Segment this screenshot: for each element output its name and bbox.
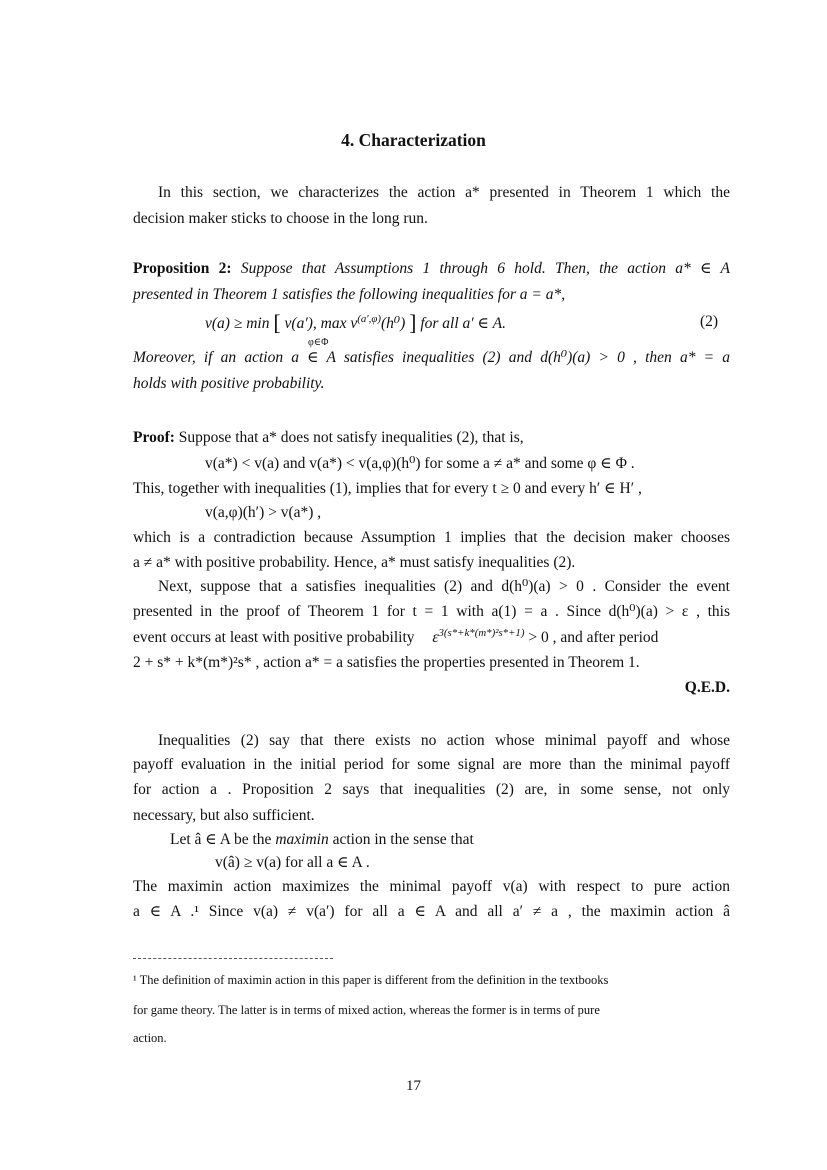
maximin-line-2: v(â) ≥ v(a) for all a ∈ A . [215, 854, 370, 871]
equation-subscript: φ∈Φ [308, 337, 329, 348]
maximin-line-4: a ∈ A .¹ Since v(a) ≠ v(a′) for all a ∈ A and all a′ ≠ a , the maximin action â [133, 903, 730, 920]
proof-line-3: This, together with inequalities (1), implies that for every t ≥ 0 and every h′ ∈ H′ , [133, 480, 642, 497]
proof-label: Proof: [133, 429, 175, 446]
proposition-text-1: Suppose that Assumptions 1 through 6 hold. Then, the action a* ∈ A [240, 260, 730, 277]
equation-2 [205, 310, 506, 335]
epsilon-symbol: ε [432, 629, 439, 646]
proof-line-10: 2 + s* + k*(m*)²s* , action a* = a satisfies the properties presented in Theorem 1. [133, 654, 640, 671]
maximin-text-c: action in the sense that [328, 831, 474, 848]
qed-mark: Q.E.D. [684, 679, 730, 696]
proof-text-1: Suppose that a* does not satisfy inequalities (2), that is, [178, 429, 524, 446]
maximin-term: maximin [275, 831, 329, 848]
left-bracket: [ [273, 310, 281, 335]
equation-mid: v(a′), max v [284, 315, 358, 332]
proof-line-1 [133, 428, 730, 448]
equation-tail: for all a′ ∈ A. [420, 315, 506, 332]
proof-line-9-text-c: > 0 , and after period [528, 629, 659, 646]
intro-line-2: decision maker sticks to choose in the long run. [133, 210, 428, 227]
body-line-3: for action a . Proposition 2 says that inequalities (2) are, in some sense, not only [133, 781, 730, 798]
footnote-line-3: action. [133, 1031, 167, 1045]
maximin-line-1 [170, 830, 767, 850]
footnote-rule [133, 958, 333, 959]
maximin-text-a: Let â ∈ A be the [170, 831, 276, 848]
proof-line-2: v(a*) < v(a) and v(a*) < v(a,φ)(h⁰) for some a ≠ a* and some φ ∈ Φ . [205, 455, 635, 472]
proposition-line-1 [133, 259, 730, 279]
proof-line-9 [133, 628, 730, 648]
body-line-4: necessary, but also sufficient. [133, 807, 315, 824]
proof-line-8: presented in the proof of Theorem 1 for t = 1 with a(1) = a . Since d(h⁰)(a) > ε , this [133, 603, 730, 620]
equation-right: (h⁰) [380, 315, 406, 332]
right-bracket: ] [409, 310, 417, 335]
proof-line-4: v(a,φ)(h′) > v(a*) , [205, 504, 322, 521]
equation-left: v(a) ≥ min [205, 315, 270, 332]
proposition-line-4: holds with positive probability. [133, 375, 325, 392]
intro-line-1: In this section, we characterizes the action a* presented in Theorem 1 which the [158, 184, 730, 201]
proof-line-7: Next, suppose that a satisfies inequalities (2) and d(h⁰)(a) > 0 . Consider the event [158, 578, 730, 595]
proof-line-9-text-a: event occurs at least with positive probability [133, 629, 415, 646]
proposition-line-2: presented in Theorem 1 satisfies the following inequalities for a = a*, [133, 286, 566, 303]
body-line-1: Inequalities (2) say that there exists no action whose minimal payoff and whose [158, 732, 730, 749]
footnote-line-1: ¹ The definition of maximin action in this paper is different from the definition in the textbooks [133, 973, 609, 987]
equation-superscript: (a′,φ) [357, 312, 381, 325]
body-line-2: payoff evaluation in the initial period for some signal are more than the minimal payoff [133, 756, 730, 773]
page-number: 17 [406, 1078, 421, 1094]
epsilon-exponent: 3(s*+k*(m*)²s*+1) [438, 626, 525, 639]
footnote-line-2: for game theory. The latter is in terms of mixed action, whereas the former is in terms of pure [133, 1003, 600, 1017]
section-title: 4. Characterization [341, 130, 486, 150]
maximin-line-3: The maximin action maximizes the minimal payoff v(a) with respect to pure action [133, 878, 730, 895]
proof-line-5: which is a contradiction because Assumption 1 implies that the decision maker chooses [133, 529, 730, 546]
proposition-line-3: Moreover, if an action a ∈ A satisfies inequalities (2) and d(h⁰)(a) > 0 , then a* = a [133, 349, 730, 366]
proposition-label: Proposition 2: [133, 260, 232, 277]
proof-line-6: a ≠ a* with positive probability. Hence, a* must satisfy inequalities (2). [133, 554, 576, 571]
equation-number: (2) [700, 313, 719, 330]
